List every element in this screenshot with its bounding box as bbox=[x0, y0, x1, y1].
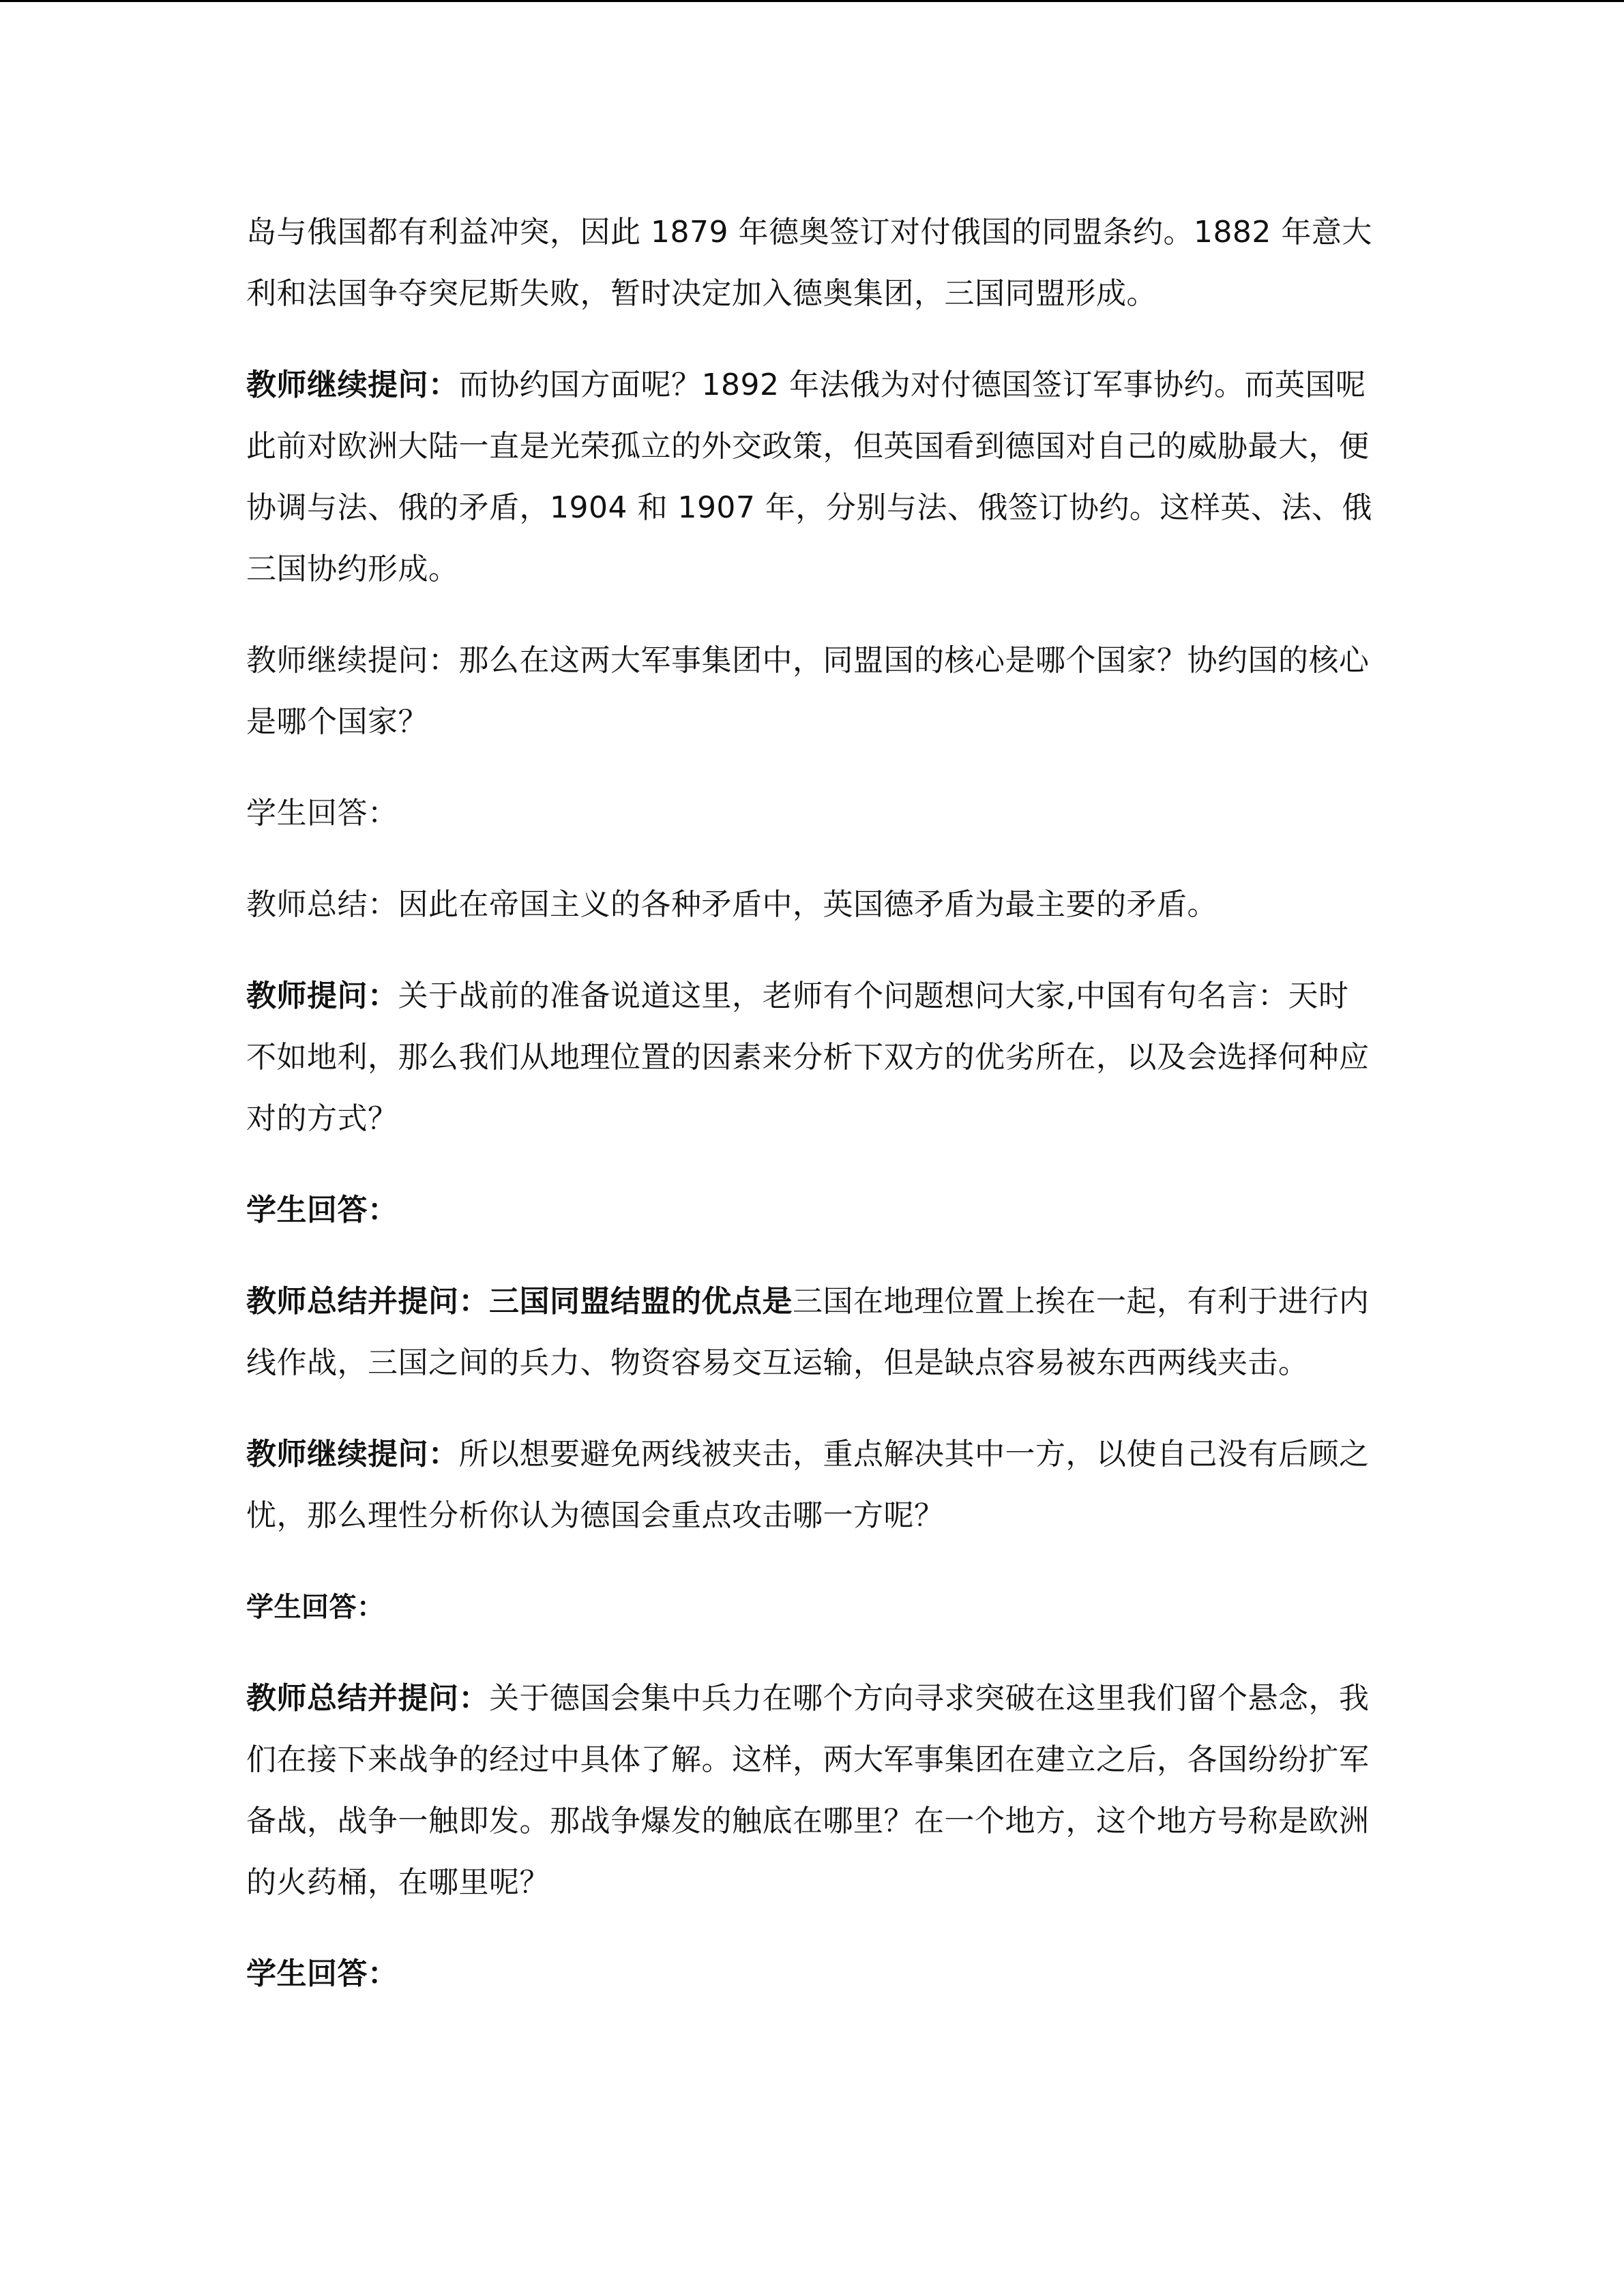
paragraph-student-answer bbox=[246, 783, 1378, 844]
paragraph-text: 三国在地理位置上挨在一起，有利于进行内线作战，三国之间的兵力、物资容易交互运输，但是缺点容易被东西两线夹击。 bbox=[246, 1284, 1370, 1380]
paragraph-text: 关于德国会集中兵力在哪个方向寻求突破在这里我们留个悬念，我们在接下来战争的经过中具体了解。这样，两大军事集团在建立之后，各国纷纷扩军备战，战争一触即发。那战争爆发的触底在哪里？在一个地方，这个地方号称是欧洲的火药桶，在哪里呢？ bbox=[246, 1681, 1370, 1900]
paragraph-text: 学生回答： bbox=[246, 1592, 385, 1623]
speaker-label: 教师总结并提问： bbox=[246, 1681, 489, 1716]
page-top-border bbox=[0, 0, 1624, 2]
paragraph-text: 而协约国方面呢？1892 年法俄为对付德国签订军事协约。而英国呢此前对欧洲大陆一直是光荣孤立的外交政策，但英国看到德国对自己的威胁最大，便协调与法、俄的矛盾，1904 和 1907 年，分别与法、俄签订协约。这样英、法、俄三国协约形成。 bbox=[246, 368, 1372, 586]
paragraph-text: 关于战前的准备说道这里，老师有个问题想问大家,中国有句名言：天时不如地利，那么我们从地理位置的因素来分析下双方的优劣所在，以及会选择何种应对的方式？ bbox=[246, 979, 1370, 1136]
paragraph-text: 教师总结：因此在帝国主义的各种矛盾中，英国德矛盾为最主要的矛盾。 bbox=[246, 887, 1217, 922]
paragraph-text: 学生回答： bbox=[246, 796, 398, 831]
paragraph-student-answer-small bbox=[246, 1577, 1378, 1638]
paragraph-two-front-question bbox=[246, 1424, 1378, 1547]
paragraph-teacher-summary bbox=[246, 874, 1378, 936]
paragraph-triple-entente bbox=[246, 355, 1378, 600]
paragraph-text: 学生回答： bbox=[246, 1193, 398, 1227]
speaker-label: 教师继续提问： bbox=[246, 368, 459, 402]
speaker-label: 教师总结并提问：三国同盟结盟的优点是 bbox=[246, 1284, 793, 1319]
paragraph-text: 教师继续提问：那么在这两大军事集团中，同盟国的核心是哪个国家？协约国的核心是哪个国家？ bbox=[246, 643, 1370, 739]
paragraph-text: 学生回答： bbox=[246, 1956, 398, 1991]
paragraph-geography-question bbox=[246, 966, 1378, 1150]
paragraph-student-answer-bold bbox=[246, 1180, 1378, 1241]
speaker-label: 教师提问： bbox=[246, 979, 398, 1013]
paragraph-student-answer-final bbox=[246, 1943, 1378, 2005]
speaker-label: 教师继续提问： bbox=[246, 1437, 459, 1472]
paragraph-text: 所以想要避免两线被夹击，重点解决其中一方，以使自己没有后顾之忧，那么理性分析你认为德国会重点攻击哪一方呢？ bbox=[246, 1437, 1370, 1533]
paragraph-triple-alliance bbox=[246, 202, 1378, 325]
paragraph-powder-keg-question bbox=[246, 1668, 1378, 1913]
paragraph-alliance-advantages bbox=[246, 1271, 1378, 1394]
paragraph-text: 岛与俄国都有利益冲突，因此 1879 年德奥签订对付俄国的同盟条约。1882 年意大利和法国争夺突尼斯失败，暂时决定加入德奥集团，三国同盟形成。 bbox=[246, 215, 1372, 311]
document-page bbox=[246, 202, 1378, 2005]
paragraph-core-question bbox=[246, 630, 1378, 753]
